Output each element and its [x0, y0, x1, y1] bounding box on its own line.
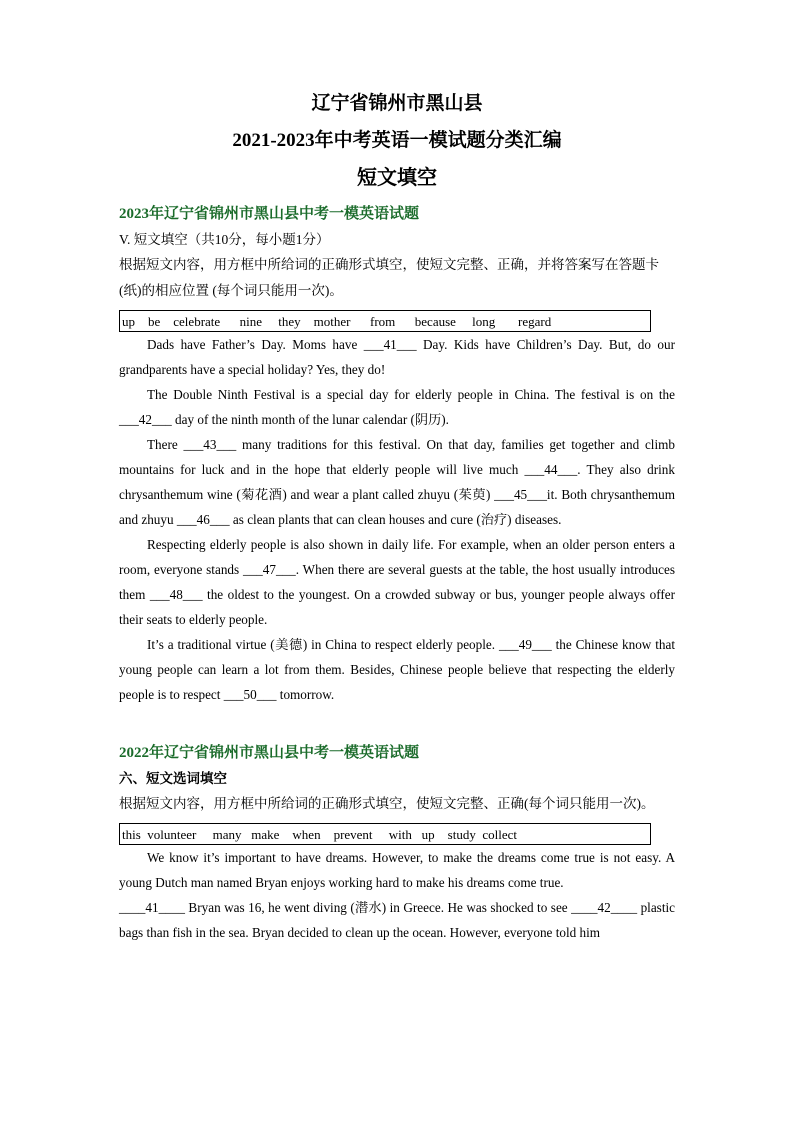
- document-page: [119, 92, 675, 945]
- passage-paragraph: Respecting elderly people is also shown in daily life. For example, when an older person enters a room, everyone stands ___47___. When there are several guests at the table, the host usually introduces them ___48___ the oldest to the youngest. On a crowded subway or bus, younger people always offer their seats to elderly people.: [119, 537, 675, 627]
- passage-paragraph: ____41____ Bryan was 16, he went diving (潜水) in Greece. He was shocked to see ____42____ plastic bags than fish in the sea. Bryan decided to clean up the ocean. However, everyone told him: [119, 900, 675, 940]
- section-2023-heading: 2023年辽宁省锦州市黑山县中考一模英语试题: [119, 206, 420, 222]
- passage-paragraph: Dads have Father’s Day. Moms have ___41___ Day. Kids have Children’s Day. But, do our grandparents have a special holiday? Yes, they do!: [119, 337, 675, 377]
- section-2022-subheading: 六、短文选词填空: [119, 771, 227, 786]
- doc-title-main: 2021-2023年中考英语一模试题分类汇编: [232, 130, 562, 151]
- section-2022-heading: 2022年辽宁省锦州市黑山县中考一模英语试题: [119, 745, 420, 761]
- word-box-2022: this volunteer many make when prevent with up study collect: [119, 823, 651, 845]
- doc-title-topic: 短文填空: [357, 167, 437, 189]
- word-box-2023: up be celebrate nine they mother from because long regard: [119, 310, 651, 332]
- doc-title-region: 辽宁省锦州市黑山县: [311, 93, 483, 114]
- passage-paragraph: It’s a traditional virtue (美德) in China to respect elderly people. ___49___ the Chinese know that young people can learn a lot from them. Besides, Chinese people believe that respecting the elderly people is to respect ___50___ tomorrow.: [119, 637, 675, 702]
- passage-paragraph: There ___43___ many traditions for this festival. On that day, families get together and climb mountains for luck and in the hope that elderly people will live much ___44___. They also drink chrysanthemum wine (菊花酒) and wear a plant called zhuyu (茱萸) ___45___it. Both chrysanthemum and zhuyu ___46___ as clean plants that can clean houses and cure (治疗) diseases.: [119, 437, 675, 527]
- section-2023-subheading: V. 短文填空（共10分，每小题1分）: [119, 232, 330, 247]
- section-spacer: [119, 707, 675, 729]
- section-2022-instruction: 根据短文内容，用方框中所给词的正确形式填空，使短文完整、正确(每个词只能用一次)。: [119, 796, 655, 811]
- section-2022: [119, 743, 675, 945]
- section-2023-instruction: 根据短文内容，用方框中所给词的正确形式填空，使短文完整、正确，并将答案写在答题卡(纸)的相应位置 (每个词只能用一次)。: [119, 257, 659, 298]
- passage-paragraph: We know it’s important to have dreams. However, to make the dreams come true is not easy. A young Dutch man named Bryan enjoys working hard to make his dreams come true.: [119, 850, 675, 890]
- passage-paragraph: The Double Ninth Festival is a special day for elderly people in China. The festival is on the ___42___ day of the ninth month of the lunar calendar (阴历).: [119, 387, 675, 427]
- section-2023: [119, 204, 675, 707]
